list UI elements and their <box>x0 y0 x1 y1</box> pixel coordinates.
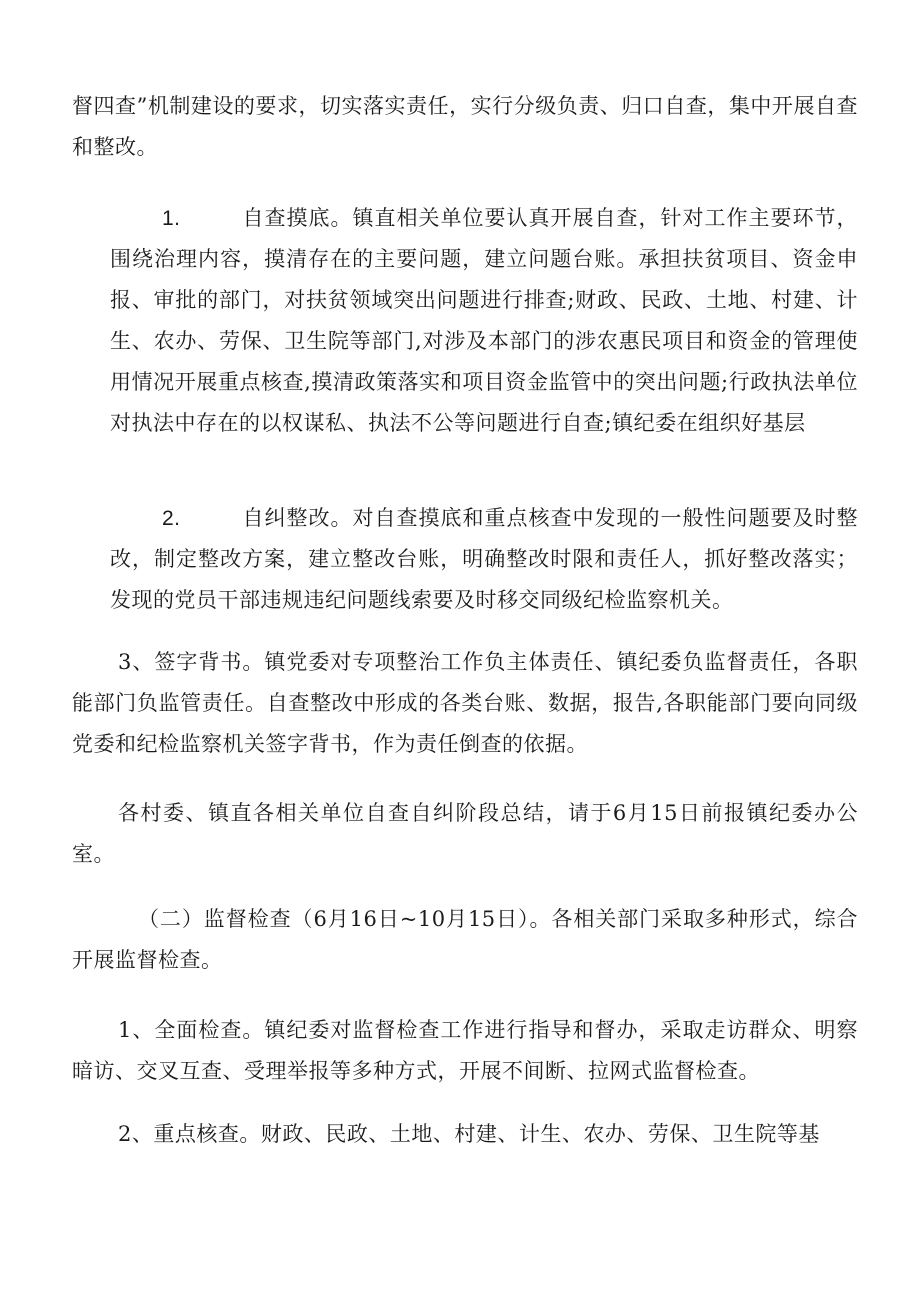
item-1-number: 1. <box>162 207 181 230</box>
item-2-number: 2. <box>162 507 181 530</box>
summary-paragraph: 各村委、镇直各相关单位自查自纠阶段总结，请于6月15日前报镇纪委办公室。 <box>72 801 858 866</box>
item-1-paragraph <box>110 198 858 444</box>
item-3-paragraph: 3、签字背书。镇党委对专项整治工作负主体责任、镇纪委负监督责任，各职能部门负监管责任。自查整改中形成的各类台账、数据，报告,各职能部门要向同级党委和纪检监察机关签字背书，作为责任倒查的依据。 <box>72 650 858 756</box>
section-2-heading-paragraph: （二）监督检查（6月16日~10月15日）。各相关部门采取多种形式，综合开展监督检查。 <box>72 907 858 972</box>
item-2-paragraph <box>110 498 858 621</box>
item-1-text: 自查摸底。镇直相关单位要认真开展自查，针对工作主要环节，围绕治理内容，摸清存在的主要问题，建立问题台账。承担扶贫项目、资金申报、审批的部门，对扶贫领域突出问题进行排查;财政、民政、土地、村建、计生、农办、劳保、卫生院等部门,对涉及本部门的涉农惠民项目和资金的管理使用情况开展重点核查,摸清政策落实和项目资金监管中的突出问题;行政执法单位对执法中存在的以权谋私、执法不公等问题进行自查;镇纪委在组织好基层 <box>110 206 858 435</box>
check-1-paragraph: 1、全面检查。镇纪委对监督检查工作进行指导和督办，采取走访群众、明察暗访、交叉互查、受理举报等多种方式，开展不间断、拉网式监督检查。 <box>72 1018 858 1083</box>
intro-paragraph: 督四查”机制建设的要求，切实落实责任，实行分级负责、归口自查，集中开展自查和整改。 <box>72 94 858 159</box>
item-2-text: 自纠整改。对自查摸底和重点核查中发现的一般性问题要及时整改，制定整改方案，建立整改台账，明确整改时限和责任人，抓好整改落实；发现的党员干部违规违纪问题线索要及时移交同级纪检监察机关。 <box>110 506 858 612</box>
check-2-paragraph: 2、重点核查。财政、民政、土地、村建、计生、农办、劳保、卫生院等基 <box>118 1122 820 1146</box>
